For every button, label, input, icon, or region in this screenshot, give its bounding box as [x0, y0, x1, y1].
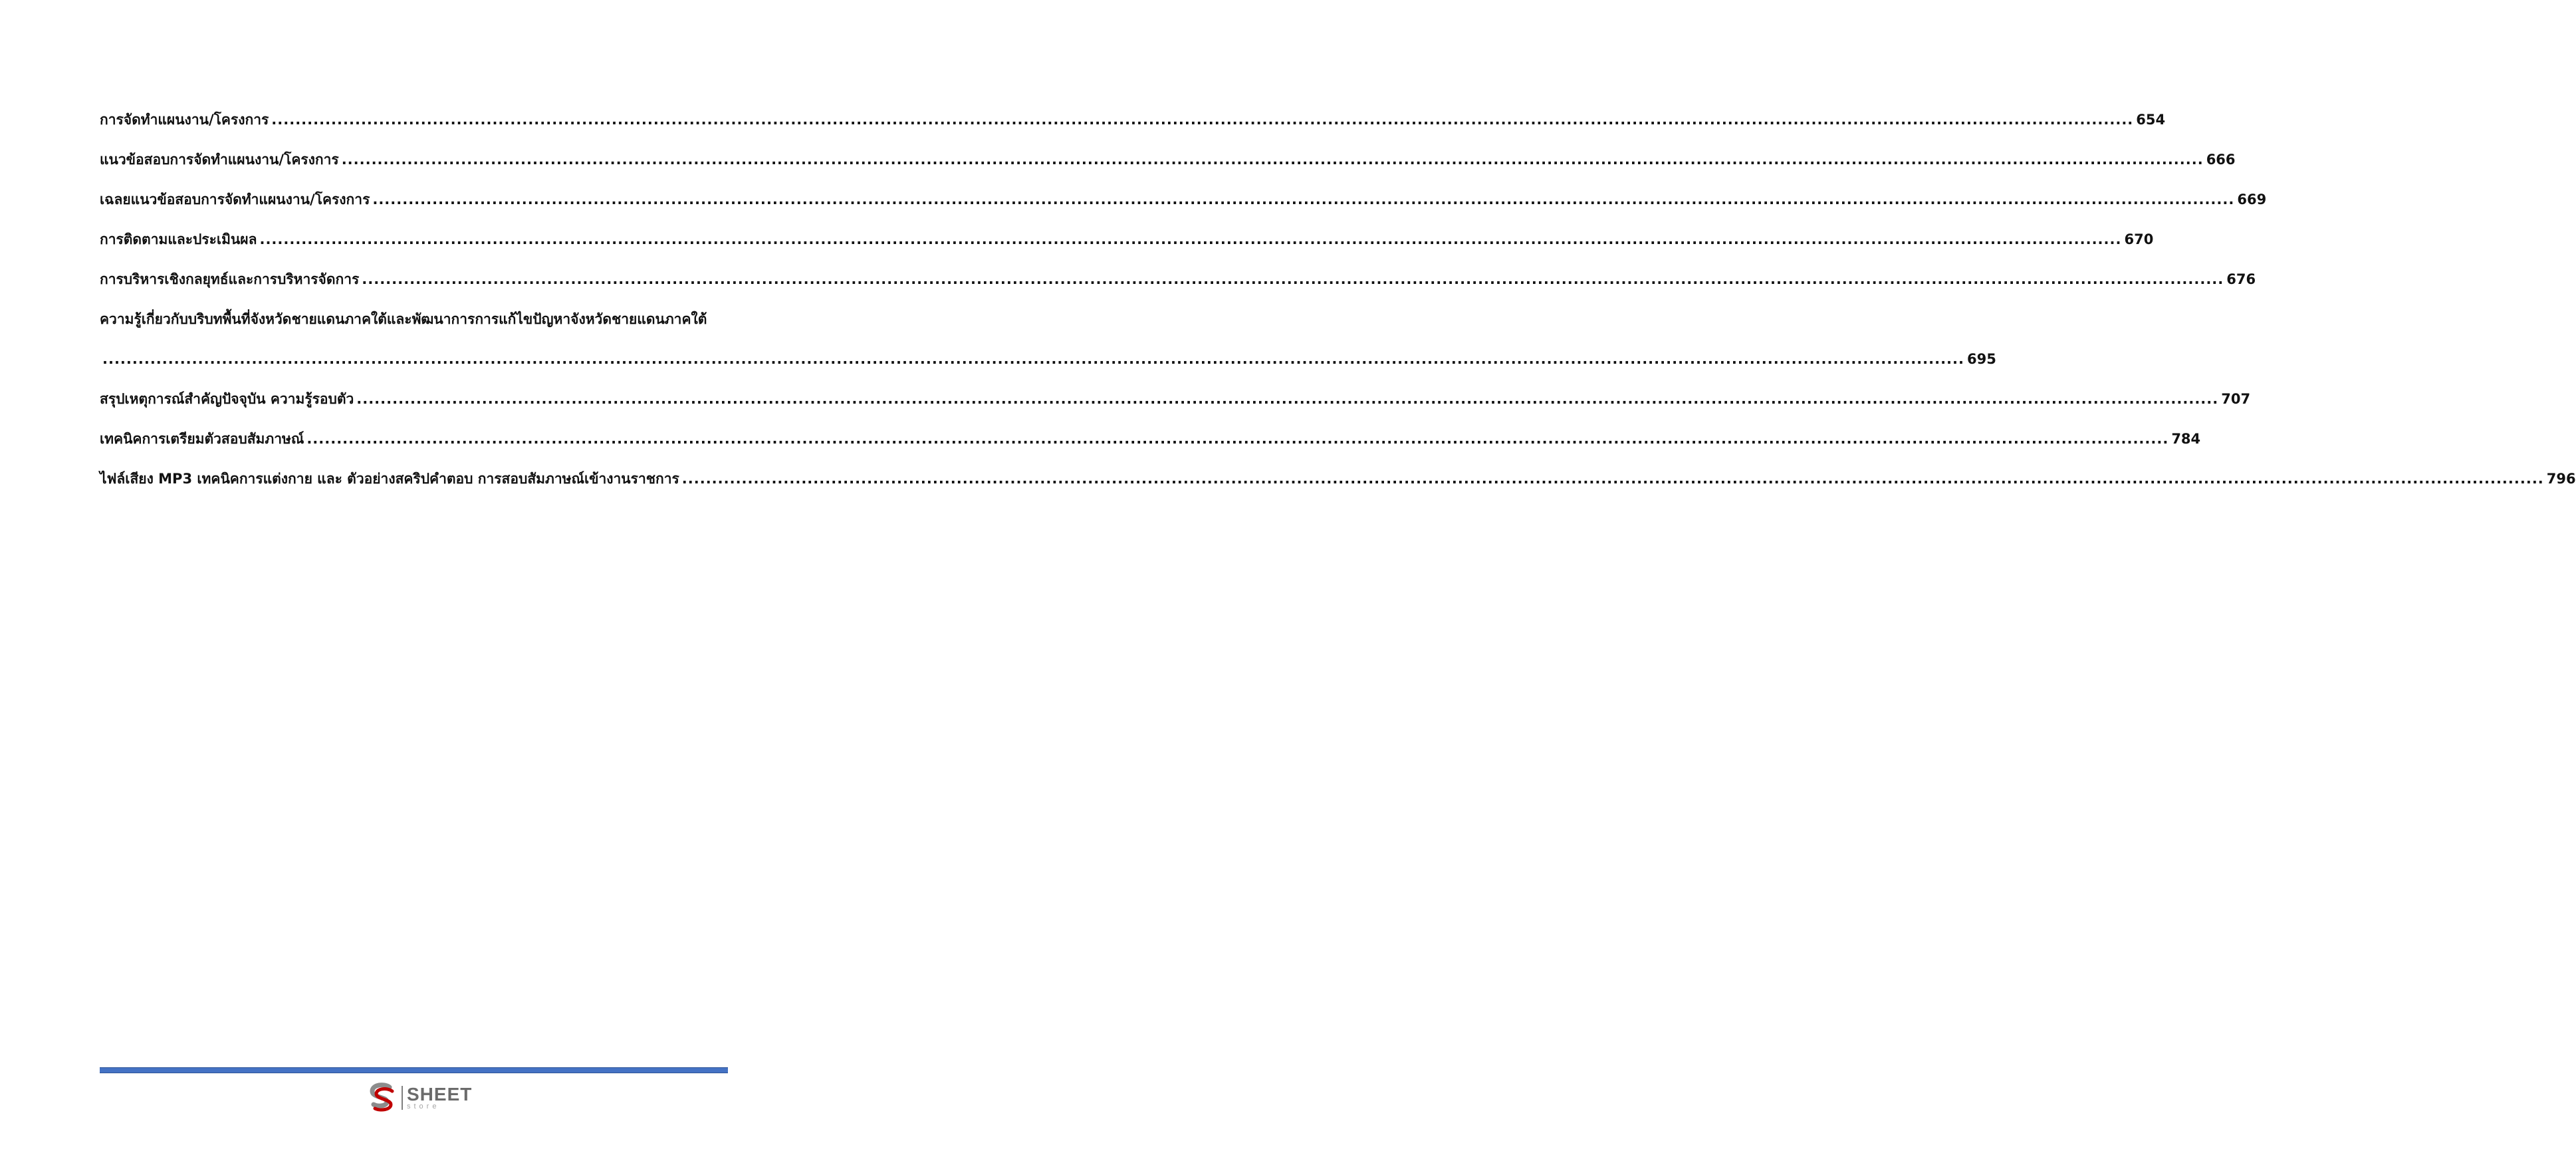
toc-entry-title: แนวข้อสอบการจัดทำแผนงาน/โครงการ: [100, 152, 339, 168]
toc-entry-title: ไฟล์เสียง MP3 เทคนิคการแต่งกาย และ ตัวอย่างสคริปคำตอบ การสอบสัมภาษณ์เข้างานราชการ: [100, 471, 679, 487]
toc-entry-title: สรุปเหตุการณ์สำคัญปัจจุบัน ความรู้รอบตัว: [100, 391, 354, 407]
toc-entry-page: 676: [2226, 271, 2256, 287]
toc-dot-leader: [306, 419, 2168, 459]
toc-entry-page: 784: [2171, 431, 2201, 447]
toc-dot-leader: [372, 180, 2234, 219]
logo-text: [407, 1085, 472, 1110]
toc-entry-page: 654: [2136, 112, 2166, 128]
logo-word: SHEET: [407, 1084, 473, 1104]
toc-entry[interactable]: [100, 379, 2251, 419]
logo-subword: store: [407, 1102, 440, 1110]
toc-entry-page: 670: [2124, 231, 2154, 247]
toc-entry-title: ความรู้เกี่ยวกับบริบทพื้นที่จังหวัดชายแดนภาคใต้และพัฒนาการการแก้ไขปัญหาจังหวัดชายแดนภาคใต้: [100, 311, 707, 327]
toc-entry[interactable]: [100, 259, 2256, 299]
toc-dot-leader: [682, 459, 2544, 499]
footer-divider: [100, 1067, 728, 1073]
toc-entry-title: การติดตามและประเมินผล: [100, 231, 257, 247]
toc-dot-leader: [259, 219, 2121, 259]
toc-dot-leader: [271, 100, 2133, 140]
toc-dot-leader: [102, 339, 1964, 379]
toc-entry-page: 695: [1967, 351, 1996, 367]
toc-entry[interactable]: [100, 140, 2236, 180]
toc-entry-title: การบริหารเชิงกลยุทธ์และการบริหารจัดการ: [100, 271, 360, 287]
toc-entry-title: การจัดทำแผนงาน/โครงการ: [100, 112, 269, 128]
toc-entry[interactable]: [100, 219, 2154, 259]
toc-dot-leader: [362, 259, 2224, 299]
toc-entry[interactable]: [100, 419, 2201, 459]
toc-entry-page: 796: [2546, 471, 2576, 487]
toc-dot-leader: [342, 140, 2204, 180]
toc-entry-page: 707: [2221, 391, 2251, 407]
toc-entry-wrapped[interactable]: [100, 299, 1996, 379]
toc-entry-title: เฉลยแนวข้อสอบการจัดทำแผนงาน/โครงการ: [100, 192, 370, 207]
sheet-store-logo: [367, 1081, 480, 1115]
toc-entry-page: 669: [2237, 192, 2267, 207]
table-of-contents: [100, 100, 2576, 499]
toc-entry[interactable]: [100, 180, 2267, 219]
sheet-store-logo-icon: [367, 1082, 398, 1114]
logo-divider: [402, 1086, 403, 1110]
toc-entry-title: เทคนิคการเตรียมตัวสอบสัมภาษณ์: [100, 431, 304, 447]
toc-entry[interactable]: [100, 100, 2166, 140]
toc-entry[interactable]: [100, 459, 2576, 499]
toc-dot-leader: [356, 379, 2218, 419]
toc-entry-page: 666: [2206, 152, 2236, 168]
